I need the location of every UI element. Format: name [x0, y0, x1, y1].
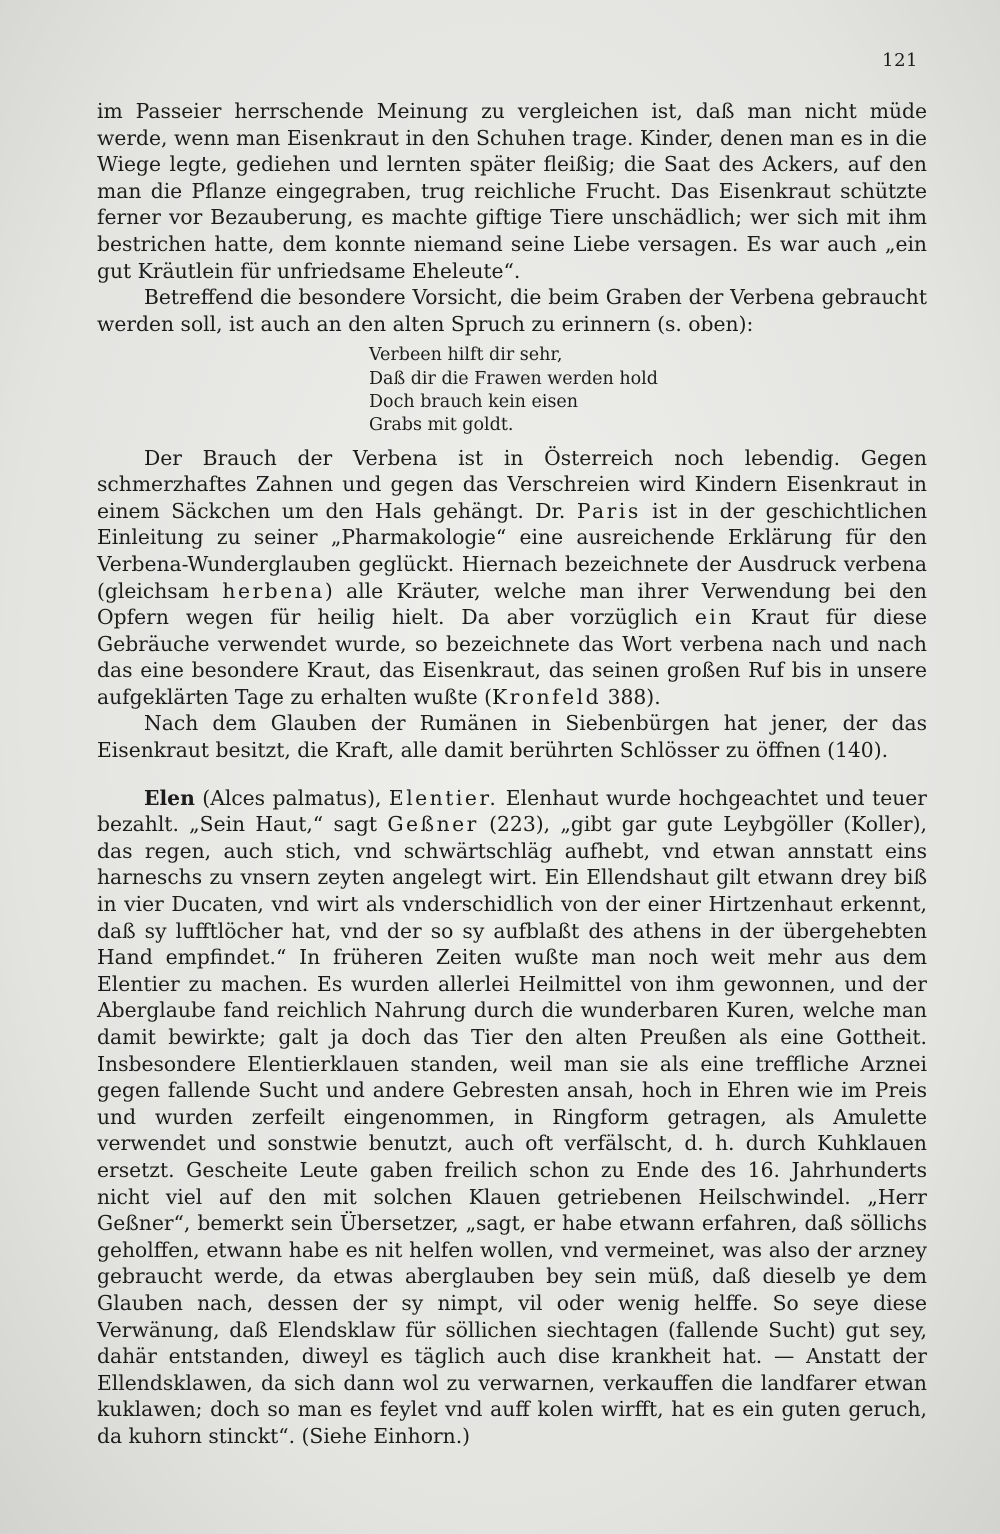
spaced-name: Kronfeld — [492, 684, 602, 709]
spaced-name: Geßner — [387, 812, 479, 837]
spaced-name: Paris — [576, 498, 641, 523]
verse-line: Verbeen hilft dir sehr, — [369, 345, 563, 366]
verse-line: Grabs mit goldt. — [369, 415, 514, 436]
text-run: Der Brauch der Verbena ist in Österreich noch lebendig. Gegen schmerzhaftes Zahnen und gegen das Verschreien wird Kindern Eisenkraut in einem Säckchen um den Hals gehängt. Dr. — [97, 445, 927, 523]
section-gap — [97, 764, 927, 785]
body-text — [97, 98, 927, 1450]
text-run: (Alces palmatus), — [194, 785, 389, 810]
entry-headword: Elen — [144, 785, 195, 810]
page-number: 121 — [882, 50, 918, 71]
paragraph-verbena-austria — [97, 445, 927, 711]
paragraph-verbena-digging: Betreffend die besondere Vorsicht, die beim Graben der Verbena gebraucht werden soll, ist auch an den alten Spruch zu erinnern (s. oben): — [97, 285, 927, 336]
text-run: ) alle Kräuter, welche man ihrer Verwendung bei den Opfern wegen für heilig hielt. Da aber vorzüglich — [97, 578, 927, 630]
spaced-word: ein — [694, 605, 734, 630]
verse-block — [369, 344, 927, 437]
verse-line: Daß dir die Frawen werden hold — [369, 368, 658, 389]
paragraph-passeier: im Passeier herrschende Meinung zu vergleichen ist, daß man nicht müde werde, wenn man Eisenkraut in den Schuhen trage. Kinder, denen man es in die Wiege legte, gediehen und lernten später fleißig; die Saat des Ackers, auf den man die Pflanze eingegraben, trug reichliche Frucht. Das Eisenkraut schützte ferner vor Bezauberung, es machte giftige Tiere unschädlich; wer sich mit ihm bestrichen hatte, dem konnte niemand seine Liebe versagen. Es war auch „ein gut Kräutlein für unfriedsame Eheleute“. — [97, 99, 927, 283]
spaced-word: herbena — [222, 578, 325, 603]
text-run: Kraut für diese Gebräuche verwendet wurde, so bezeichnete das Wort verbena nach und nach das eine besondere Kraut, das Eisenkraut, das seinen großen Ruf bis in unsere aufgeklärten Tage zu erhalten wußte ( — [97, 605, 928, 709]
text-run: ist in der geschichtlichen Einleitung zu seiner „Pharmakologie“ eine ausreichende Erklärung für den Verbena-Wunderglauben geglückt. Hiernach bezeichnete der Ausdruck verbena (gleichsam — [97, 498, 928, 603]
text-run: Elenhaut wurde hochgeachtet und teuer bezahlt. „Sein Haut,“ sagt — [97, 785, 927, 837]
verse-line: Doch brauch kein eisen — [369, 391, 579, 412]
spaced-word: Elentier. — [388, 785, 499, 810]
paragraph-romanians: Nach dem Glauben der Rumänen in Siebenbürgen hat jener, der das Eisenkraut besitzt, die Kraft, alle damit berührten Schlösser zu öffnen (140). — [97, 711, 927, 763]
text-run: (223), „gibt gar gute Leybgöller (Koller), das regen, auch stich, vnd schwärtschläg aufhebt, vnd etwan annstatt eins harneschs zu vnsern zeyten angelegt wirt. Ein Ellendshaut gilt etwann drey biß in vier Ducaten, vnd wirt als vnderschidlich von der einer Hirtzenhaut erkennt, daß sy lufftlöcher hat, vnd der so sy aufblaßt des athens in der übergehebten Hand empfindet.“ In früheren Zeiten wußte man noch weit mehr aus dem Elentier zu machen. Es wurden allerlei Heilmittel von ihm gewonnen, und der Aberglaube fand reichlich Nahrung durch die wunderbaren Kuren, welche man damit bewirkte; galt ja doch das Tier den alten Preußen als eine Gottheit. Insbesondere Elentierklauen standen, weil man sie als eine treffliche Arznei gegen fallende Sucht und andere Gebresten ansah, hoch in Ehren wie im Preis und wurden zerfeilt eingenommen, in Ringform getragen, als Amulette verwendet und sonstwie benutzt, auch oft verfälscht, d. h. durch Kuhklauen ersetzt. Gescheite Leute gaben freilich schon zu Ende des 16. Jahrhunderts nicht viel auf den mit solchen Klauen getriebenen Heilschwindel. „Herr Geßner“, bemerkt sein Übersetzer, „sagt, er habe etwann erfahren, daß söllichs geholffen, etwann habe es nit helfen wollen, vnd vermeinet, was also der arzney gebraucht werde, da etwas aberglauben bey sein müß, daß dieselb ye dem Glauben nach, dessen der sy nimpt, vil oder wenig helffe. So seye diese Verwänung, daß Elendsklaw für söllichen siechtagen (fallende Sucht) gut sey, dahär entstanden, diweyl es täglich auch dise krankheit hat. — Anstatt der Ellendsklawen, da sich dann wol zu verwarnen, verkauffen die landfarer etwan kuklawen; doch so man es feylet vnd auff kolen wirfft, hat es ein guten geruch, da kuhorn stinckt“. (Siehe Einhorn.) — [97, 812, 927, 1448]
entry-elen — [97, 785, 927, 1450]
text-run: 388). — [601, 684, 661, 709]
